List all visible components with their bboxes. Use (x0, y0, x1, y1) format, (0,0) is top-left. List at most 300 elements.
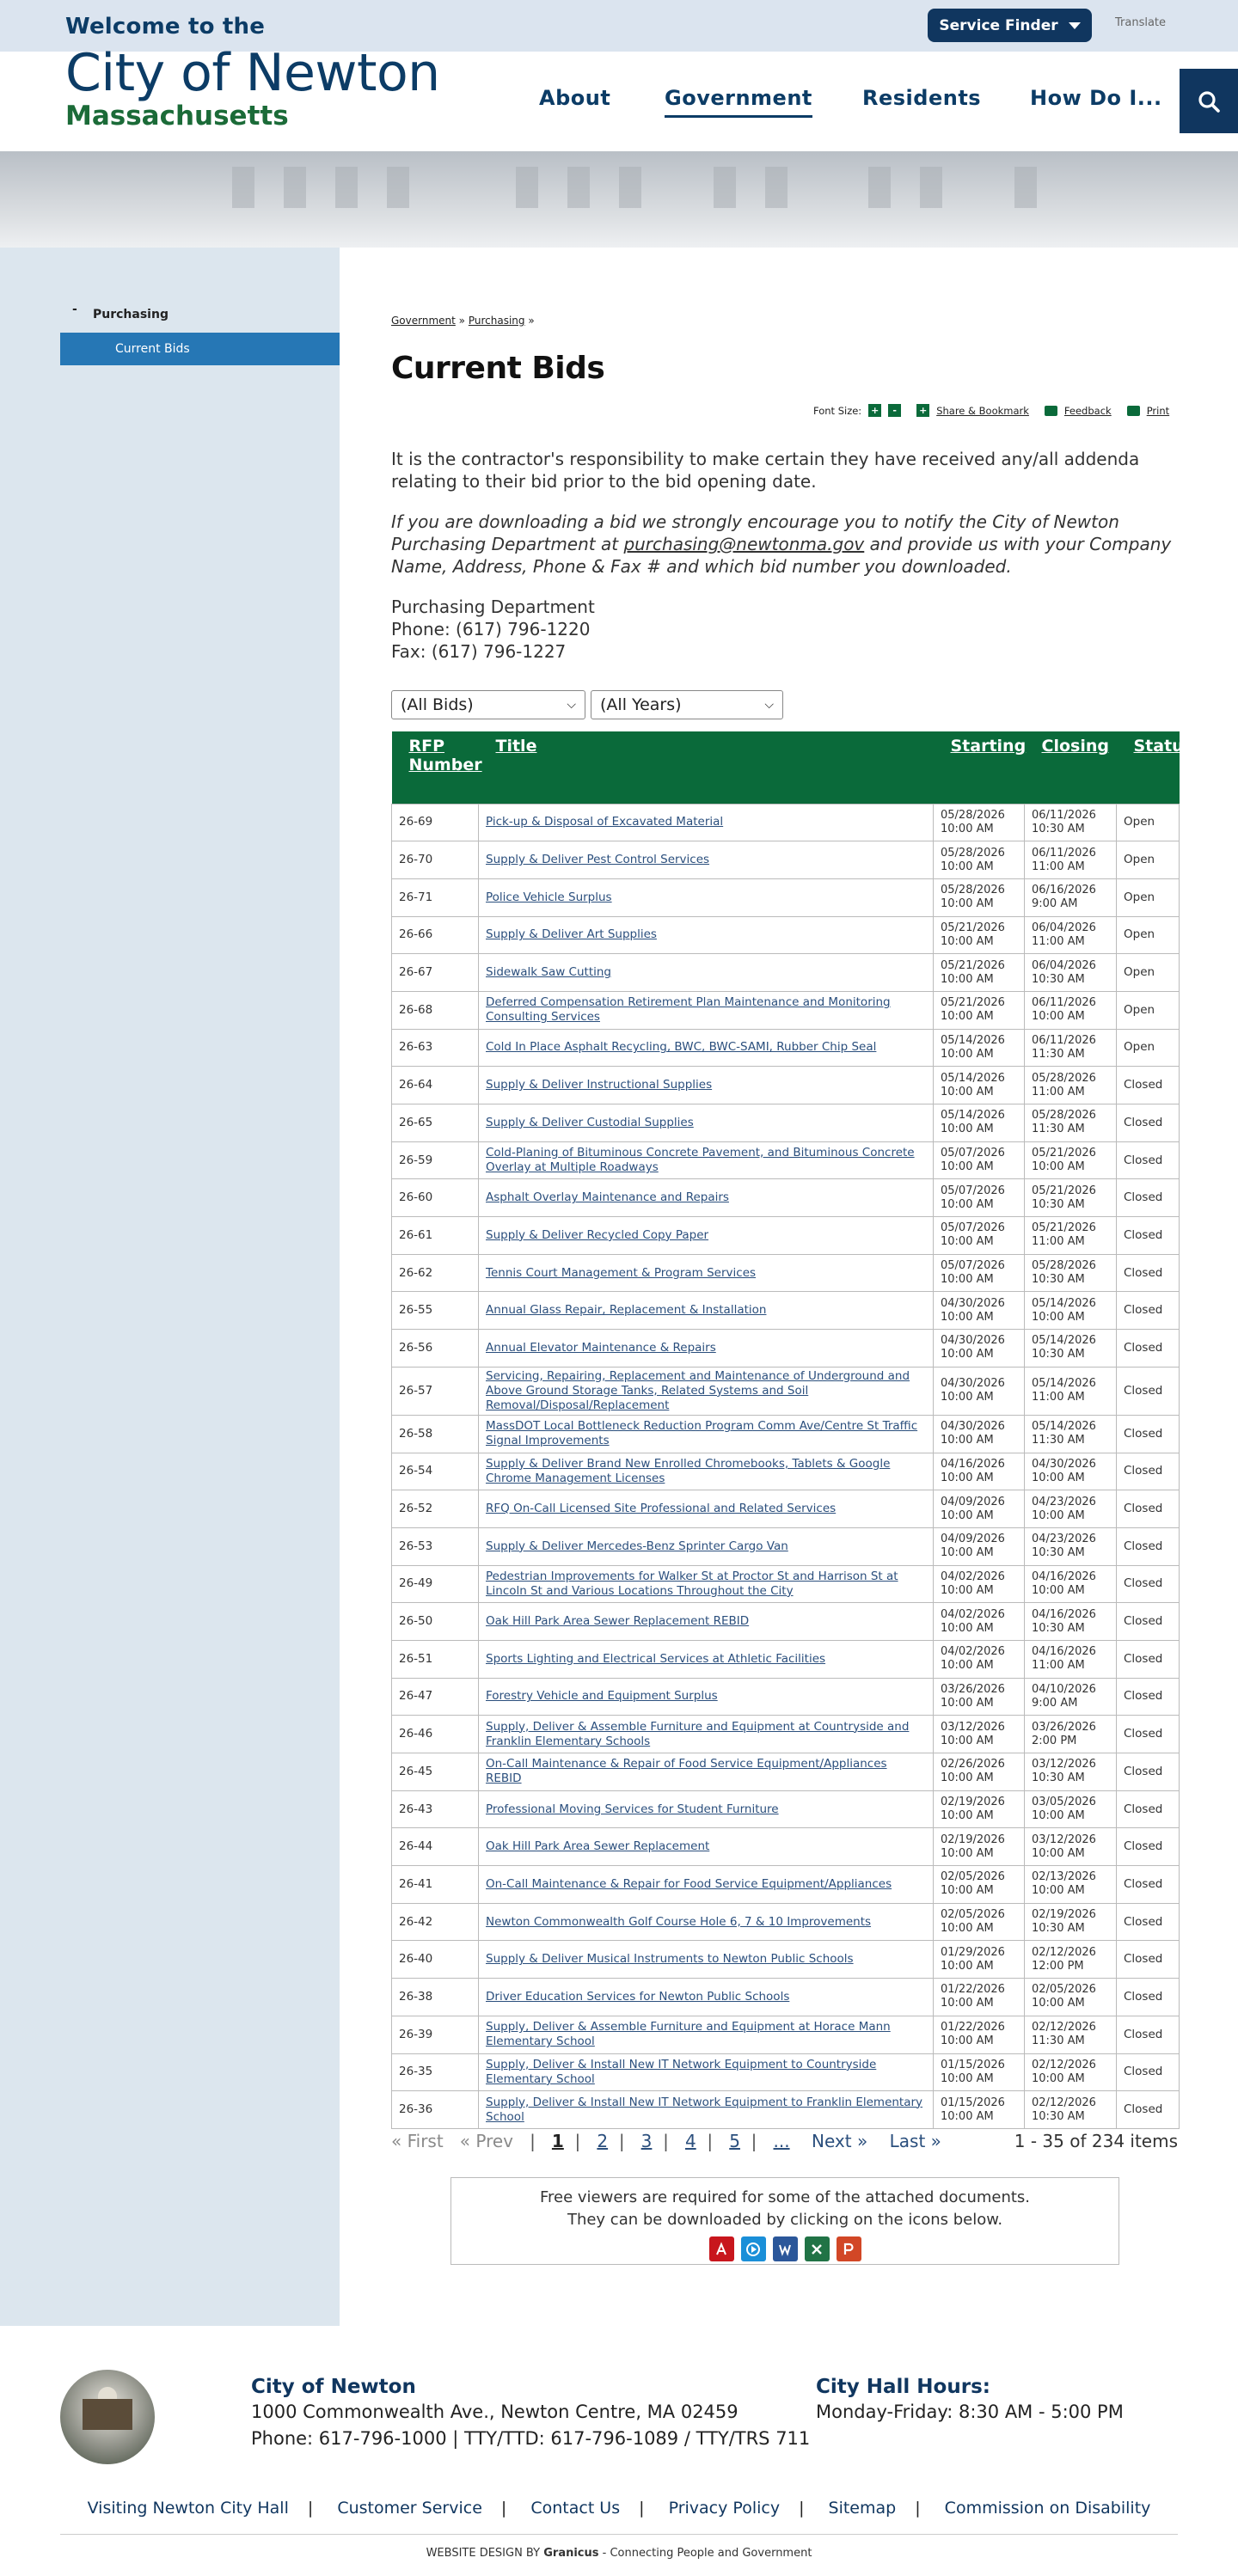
bid-title-cell (479, 1527, 934, 1565)
col-header-closing[interactable]: Closing (1025, 731, 1117, 804)
bid-title-cell (479, 1903, 934, 1941)
bid-title-cell (479, 1640, 934, 1678)
rfp-number: 26-38 (392, 1979, 479, 2016)
nav-government[interactable]: Government (665, 86, 812, 118)
status-badge: Open (1117, 878, 1180, 916)
table-row (392, 1179, 1180, 1217)
start-date: 04/09/2026 10:00 AM (934, 1527, 1025, 1565)
close-date: 05/21/2026 10:00 AM (1025, 1141, 1117, 1179)
bid-title-cell (479, 1753, 934, 1791)
status-badge: Closed (1117, 1141, 1180, 1179)
close-date: 06/04/2026 10:30 AM (1025, 954, 1117, 992)
bid-title-link[interactable]: Cold In Place Asphalt Recycling, BWC, BWC-SAMI, Rubber Chip Seal (486, 1040, 877, 1055)
bid-title-link[interactable]: Pick-up & Disposal of Excavated Material (486, 815, 724, 829)
close-date: 05/28/2026 11:00 AM (1025, 1067, 1117, 1104)
start-date: 05/28/2026 10:00 AM (934, 804, 1025, 841)
pager-item-count: 1 - 35 of 234 items (1014, 2131, 1178, 2151)
bid-title-link[interactable]: Police Vehicle Surplus (486, 890, 612, 904)
start-date: 04/30/2026 10:00 AM (934, 1292, 1025, 1330)
bid-title-link[interactable]: Supply, Deliver & Install New IT Network Equipment to Franklin Elementary School (486, 2095, 923, 2124)
close-date: 05/14/2026 11:00 AM (1025, 1367, 1117, 1415)
table-row (392, 1753, 1180, 1791)
bid-title-link[interactable]: Supply & Deliver Instructional Supplies (486, 1078, 713, 1092)
rfp-number: 26-47 (392, 1678, 479, 1716)
bid-title-link[interactable]: Supply & Deliver Brand New Enrolled Chromebooks, Tablets & Google Chrome Management Licenses (486, 1456, 891, 1485)
page-title: Current Bids (391, 351, 605, 386)
bid-category-select[interactable]: (All Bids) ⌵ (391, 690, 585, 719)
sidebar-item-purchasing[interactable]: Purchasing (93, 308, 169, 321)
font-decrease-button[interactable]: - (888, 404, 901, 417)
footer-hours: Monday-Friday: 8:30 AM - 5:00 PM (816, 2402, 1124, 2422)
bid-title-link[interactable]: Professional Moving Services for Student Furniture (486, 1802, 779, 1816)
bid-title-link[interactable]: Sports Lighting and Electrical Services at Athletic Facilities (486, 1651, 826, 1666)
start-date: 04/30/2026 10:00 AM (934, 1367, 1025, 1415)
table-row (392, 878, 1180, 916)
rfp-number: 26-44 (392, 1828, 479, 1866)
footer-link-privacy[interactable]: Privacy Policy (668, 2499, 781, 2518)
status-badge: Closed (1117, 2016, 1180, 2053)
table-row (392, 1640, 1180, 1678)
bid-filters (391, 690, 783, 719)
rfp-number: 26-55 (392, 1292, 479, 1330)
start-date: 04/09/2026 10:00 AM (934, 1490, 1025, 1528)
chevron-down-icon: ⌵ (567, 698, 576, 712)
start-date: 05/07/2026 10:00 AM (934, 1141, 1025, 1179)
pager-prev: « Prev (459, 2131, 513, 2151)
bid-title-cell (479, 1866, 934, 1904)
start-date: 01/29/2026 10:00 AM (934, 1941, 1025, 1979)
bid-title-cell (479, 991, 934, 1029)
breadcrumb-purchasing[interactable]: Purchasing (468, 315, 525, 327)
bid-title-cell (479, 1330, 934, 1368)
status-badge: Closed (1117, 1941, 1180, 1979)
start-date: 05/14/2026 10:00 AM (934, 1029, 1025, 1067)
pager-page-2[interactable]: 2 (597, 2131, 609, 2151)
status-badge: Closed (1117, 1828, 1180, 1866)
status-badge: Open (1117, 916, 1180, 954)
bid-title-link[interactable]: MassDOT Local Bottleneck Reduction Program Comm Ave/Centre St Traffic Signal Improvements (486, 1419, 918, 1448)
bid-title-cell (479, 1179, 934, 1217)
bid-title-link[interactable]: Supply, Deliver & Install New IT Network Equipment to Countryside Elementary School (486, 2057, 877, 2086)
rfp-number: 26-62 (392, 1254, 479, 1292)
status-badge: Closed (1117, 1415, 1180, 1453)
bid-title-cell (479, 2053, 934, 2091)
bid-title-cell (479, 1490, 934, 1528)
feedback-icon (1045, 406, 1057, 416)
excel-icon[interactable] (805, 2236, 830, 2261)
bid-title-cell (479, 1254, 934, 1292)
close-date: 02/05/2026 10:00 AM (1025, 1979, 1117, 2016)
status-badge: Closed (1117, 1678, 1180, 1716)
city-logo-title[interactable]: City of Newton (65, 43, 440, 103)
rfp-number: 26-65 (392, 1104, 479, 1142)
collapse-marker[interactable]: - (72, 303, 77, 316)
bid-title-cell (479, 1067, 934, 1104)
bid-title-link[interactable]: Oak Hill Park Area Sewer Replacement (486, 1839, 710, 1854)
col-header-rfp[interactable]: RFP Number (392, 731, 479, 804)
bid-title-cell (479, 1141, 934, 1179)
start-date: 05/21/2026 10:00 AM (934, 916, 1025, 954)
close-date: 02/12/2026 10:00 AM (1025, 2053, 1117, 2091)
close-date: 02/19/2026 10:30 AM (1025, 1903, 1117, 1941)
bid-title-link[interactable]: Oak Hill Park Area Sewer Replacement REBID (486, 1614, 750, 1629)
rfp-number: 26-69 (392, 804, 479, 841)
bid-title-cell (479, 1217, 934, 1255)
rfp-number: 26-50 (392, 1603, 479, 1641)
table-row (392, 1828, 1180, 1866)
col-header-status[interactable]: Status (1117, 731, 1180, 804)
bid-title-link[interactable]: Servicing, Repairing, Replacement and Maintenance of Underground and Above Ground Storage Tanks, Related Systems and Soil Removal/Disposal/Replacement (486, 1368, 910, 1412)
bid-title-link[interactable]: Supply & Deliver Musical Instruments to Newton Public Schools (486, 1952, 854, 1967)
sidebar-item-label: Current Bids (115, 342, 190, 356)
bid-title-link[interactable]: Supply & Deliver Custodial Supplies (486, 1115, 694, 1129)
bid-title-link[interactable]: Forestry Vehicle and Equipment Surplus (486, 1689, 718, 1704)
rfp-number: 26-67 (392, 954, 479, 992)
footer-phone: Phone: 617-796-1000 | TTY/TTD: 617-796-1089 / TTY/TRS 711 (251, 2428, 811, 2449)
bid-title-link[interactable]: Pedestrian Improvements for Walker St at Proctor St and Harrison St at Lincoln St and Various Locations Throughout the City (486, 1569, 898, 1598)
status-badge: Closed (1117, 1790, 1180, 1828)
start-date: 05/28/2026 10:00 AM (934, 841, 1025, 879)
close-date: 06/11/2026 11:30 AM (1025, 1029, 1117, 1067)
rfp-number: 26-59 (392, 1141, 479, 1179)
bid-title-link[interactable]: On-Call Maintenance & Repair of Food Service Equipment/Appliances REBID (486, 1757, 887, 1786)
close-date: 05/28/2026 11:30 AM (1025, 1104, 1117, 1142)
dept-name: Purchasing Department (391, 597, 595, 617)
status-badge: Closed (1117, 1179, 1180, 1217)
rfp-number: 26-51 (392, 1640, 479, 1678)
bid-title-link[interactable]: Annual Glass Repair, Replacement & Installation (486, 1303, 767, 1318)
bid-title-cell (479, 1453, 934, 1490)
addenda-notice: It is the contractor's responsibility to make certain they have received any/all addenda relating to their bid prior to the bid opening date. (391, 449, 1140, 492)
table-row (392, 1678, 1180, 1716)
table-row (392, 1603, 1180, 1641)
footer-address: 1000 Commonwealth Ave., Newton Centre, MA 02459 (251, 2402, 739, 2422)
rfp-number: 26-63 (392, 1029, 479, 1067)
start-date: 02/19/2026 10:00 AM (934, 1790, 1025, 1828)
rfp-number: 26-43 (392, 1790, 479, 1828)
bid-title-cell (479, 1104, 934, 1142)
rfp-number: 26-39 (392, 2016, 479, 2053)
close-date: 04/23/2026 10:30 AM (1025, 1527, 1117, 1565)
bid-title-cell (479, 878, 934, 916)
start-date: 04/02/2026 10:00 AM (934, 1603, 1025, 1641)
footer-hours-title: City Hall Hours: (816, 2376, 990, 2398)
pager-page-3[interactable]: 3 (640, 2131, 653, 2151)
footer-link-sitemap[interactable]: Sitemap (828, 2499, 897, 2518)
status-badge: Closed (1117, 1453, 1180, 1490)
print-link[interactable]: Print (1146, 404, 1170, 417)
pagination: « First « Prev | 1 | 2 | 3 | 4 | 5 | ... Next » Last » 1 - 35 of 234 items (391, 2131, 1178, 2151)
table-row (392, 1790, 1180, 1828)
status-badge: Closed (1117, 1640, 1180, 1678)
start-date: 02/26/2026 10:00 AM (934, 1753, 1025, 1791)
service-finder-label: Service Finder (939, 16, 1058, 34)
pager-next[interactable]: Next » (812, 2131, 868, 2151)
rfp-number: 26-35 (392, 2053, 479, 2091)
bid-title-link[interactable]: On-Call Maintenance & Repair for Food Service Equipment/Appliances (486, 1876, 892, 1891)
footer-links: Visiting Newton City Hall | Customer Service | Contact Us | Privacy Policy | Sitemap | Commission on Disability (87, 2499, 1151, 2518)
start-date: 01/15/2026 10:00 AM (934, 2053, 1025, 2091)
status-badge: Closed (1117, 2091, 1180, 2129)
bid-title-link[interactable]: Driver Education Services for Newton Public Schools (486, 1989, 790, 2004)
bid-year-select[interactable]: (All Years) ⌵ (591, 690, 783, 719)
powerpoint-icon[interactable] (837, 2236, 861, 2261)
viewers-line-2: They can be downloaded by clicking on the icons below. (567, 2211, 1003, 2229)
bid-title-cell (479, 1790, 934, 1828)
close-date: 02/13/2026 10:00 AM (1025, 1866, 1117, 1904)
close-date: 06/11/2026 10:30 AM (1025, 804, 1117, 841)
bid-title-cell (479, 1292, 934, 1330)
close-date: 03/26/2026 2:00 PM (1025, 1716, 1117, 1753)
status-badge: Closed (1117, 1104, 1180, 1142)
bid-title-link[interactable]: RFQ On-Call Licensed Site Professional and Related Services (486, 1502, 837, 1516)
table-row (392, 804, 1180, 841)
close-date: 05/21/2026 10:30 AM (1025, 1179, 1117, 1217)
bid-title-cell (479, 1828, 934, 1866)
close-date: 05/14/2026 11:30 AM (1025, 1415, 1117, 1453)
table-row (392, 1527, 1180, 1565)
font-increase-button[interactable]: + (868, 404, 881, 417)
table-row (392, 1104, 1180, 1142)
table-row (392, 1716, 1180, 1753)
close-date: 04/16/2026 10:00 AM (1025, 1565, 1117, 1603)
col-header-starting[interactable]: Starting (934, 731, 1025, 804)
bid-title-cell (479, 1565, 934, 1603)
status-badge: Open (1117, 991, 1180, 1029)
table-row (392, 1029, 1180, 1067)
start-date: 05/14/2026 10:00 AM (934, 1067, 1025, 1104)
close-date: 04/23/2026 10:00 AM (1025, 1490, 1117, 1528)
rfp-number: 26-53 (392, 1527, 479, 1565)
close-date: 06/11/2026 11:00 AM (1025, 841, 1117, 879)
close-date: 04/16/2026 10:30 AM (1025, 1603, 1117, 1641)
share-plus-icon[interactable]: + (916, 404, 929, 417)
rfp-number: 26-42 (392, 1903, 479, 1941)
rfp-number: 26-45 (392, 1753, 479, 1791)
bid-title-link[interactable]: Sidewalk Saw Cutting (486, 965, 611, 980)
status-badge: Closed (1117, 1490, 1180, 1528)
table-row (392, 916, 1180, 954)
close-date: 05/14/2026 10:30 AM (1025, 1330, 1117, 1368)
pager-page-4[interactable]: 4 (684, 2131, 696, 2151)
close-date: 05/14/2026 10:00 AM (1025, 1292, 1117, 1330)
nav-how-do-i[interactable]: How Do I... (1030, 86, 1162, 110)
media-icon[interactable] (741, 2236, 766, 2261)
service-finder-button[interactable] (928, 9, 1092, 42)
table-row (392, 1141, 1180, 1179)
bid-title-cell (479, 1367, 934, 1415)
status-badge: Closed (1117, 1716, 1180, 1753)
site-footer (0, 2326, 1238, 2576)
footer-divider (60, 2534, 1178, 2535)
rfp-number: 26-57 (392, 1367, 479, 1415)
dept-phone: Phone: (617) 796-1220 (391, 619, 591, 639)
table-row (392, 1367, 1180, 1415)
start-date: 03/12/2026 10:00 AM (934, 1716, 1025, 1753)
sidebar-item-current-bids[interactable] (60, 333, 340, 365)
start-date: 04/02/2026 10:00 AM (934, 1565, 1025, 1603)
bid-title-cell (479, 2016, 934, 2053)
start-date: 04/02/2026 10:00 AM (934, 1640, 1025, 1678)
table-row (392, 954, 1180, 992)
close-date: 05/28/2026 10:30 AM (1025, 1254, 1117, 1292)
city-hall-seal-image (60, 2370, 155, 2464)
table-row (392, 1453, 1180, 1490)
feedback-link[interactable]: Feedback (1063, 404, 1112, 417)
nav-about[interactable]: About (539, 86, 611, 110)
footer-link-contact[interactable]: Contact Us (530, 2499, 621, 2518)
start-date: 04/16/2026 10:00 AM (934, 1453, 1025, 1490)
viewers-line-1: Free viewers are required for some of the attached documents. (539, 2188, 1031, 2206)
close-date: 06/16/2026 9:00 AM (1025, 878, 1117, 916)
bid-title-link[interactable]: Supply, Deliver & Assemble Furniture and Equipment at Countryside and Franklin Elementary Schools (486, 1719, 910, 1748)
footer-link-customer-service[interactable]: Customer Service (337, 2499, 482, 2518)
status-badge: Closed (1117, 1292, 1180, 1330)
status-badge: Open (1117, 954, 1180, 992)
footer-city-name: City of Newton (251, 2376, 416, 2398)
status-badge: Closed (1117, 1527, 1180, 1565)
granicus-link[interactable]: Granicus (543, 2547, 599, 2560)
bid-title-link[interactable]: Asphalt Overlay Maintenance and Repairs (486, 1190, 729, 1205)
col-header-title[interactable]: Title (479, 731, 934, 804)
close-date: 05/21/2026 11:00 AM (1025, 1217, 1117, 1255)
rfp-number: 26-46 (392, 1716, 479, 1753)
bid-title-link[interactable]: Cold-Planing of Bituminous Concrete Pavement, and Bituminous Concrete Overlay at Multiple Roadways (486, 1146, 915, 1175)
bid-title-link[interactable]: Newton Commonwealth Golf Course Hole 6, 7 & 10 Improvements (486, 1914, 872, 1929)
pager-page-5[interactable]: 5 (729, 2131, 740, 2151)
close-date: 02/12/2026 10:30 AM (1025, 2091, 1117, 2129)
font-size-label: Font Size: (813, 404, 862, 417)
close-date: 06/11/2026 10:00 AM (1025, 991, 1117, 1029)
bid-title-link[interactable]: Tennis Court Management & Program Services (486, 1265, 757, 1280)
status-badge: Closed (1117, 1330, 1180, 1368)
table-row (392, 1941, 1180, 1979)
status-badge: Closed (1117, 1979, 1180, 2016)
table-row (392, 1067, 1180, 1104)
start-date: 02/19/2026 10:00 AM (934, 1828, 1025, 1866)
pager-last[interactable]: Last » (889, 2131, 941, 2151)
status-badge: Open (1117, 804, 1180, 841)
bid-title-cell (479, 2091, 934, 2129)
bid-title-link[interactable]: Deferred Compensation Retirement Plan Maintenance and Monitoring Consulting Services (486, 995, 891, 1025)
breadcrumb-government[interactable]: Government (391, 315, 456, 327)
search-button[interactable] (1180, 69, 1238, 133)
start-date: 02/05/2026 10:00 AM (934, 1903, 1025, 1941)
close-date: 04/30/2026 10:00 AM (1025, 1453, 1117, 1490)
status-badge: Closed (1117, 1903, 1180, 1941)
table-row (392, 1292, 1180, 1330)
table-row (392, 1217, 1180, 1255)
start-date: 04/30/2026 10:00 AM (934, 1330, 1025, 1368)
download-notice: If you are downloading a bid we strongly encourage you to notify the City of Newton Purchasing Department at purchasing@newtonma.gov and provide us with your Company Name, Address, Phone & Fax # and which bid number you downloaded. (391, 511, 1172, 577)
table-row (392, 991, 1180, 1029)
pager-first: « First (391, 2131, 444, 2151)
start-date: 02/05/2026 10:00 AM (934, 1866, 1025, 1904)
caret-down-icon (1069, 22, 1081, 29)
bid-title-link[interactable]: Supply & Deliver Mercedes-Benz Sprinter Cargo Van (486, 1539, 788, 1553)
status-badge: Closed (1117, 1367, 1180, 1415)
start-date: 05/21/2026 10:00 AM (934, 954, 1025, 992)
start-date: 01/15/2026 10:00 AM (934, 2091, 1025, 2129)
rfp-number: 26-71 (392, 878, 479, 916)
rfp-number: 26-54 (392, 1453, 479, 1490)
rfp-number: 26-68 (392, 991, 479, 1029)
bid-title-cell (479, 1415, 934, 1453)
table-row (392, 841, 1180, 879)
status-badge: Open (1117, 1029, 1180, 1067)
pager-page-1[interactable]: 1 (551, 2131, 564, 2151)
table-row (392, 1330, 1180, 1368)
bid-title-cell (479, 1603, 934, 1641)
nav-residents[interactable]: Residents (862, 86, 982, 110)
bid-title-cell (479, 1678, 934, 1716)
rfp-number: 26-36 (392, 2091, 479, 2129)
rfp-number: 26-41 (392, 1866, 479, 1904)
rfp-number: 26-70 (392, 841, 479, 879)
purchasing-email-link[interactable]: purchasing@newtonma.gov (623, 534, 865, 554)
bid-title-link[interactable]: Supply & Deliver Art Supplies (486, 927, 657, 942)
table-row (392, 1415, 1180, 1453)
start-date: 04/30/2026 10:00 AM (934, 1415, 1025, 1453)
table-header-row (392, 731, 1180, 804)
page-tools (813, 404, 1169, 417)
header-banner-image (0, 151, 1238, 248)
close-date: 04/10/2026 9:00 AM (1025, 1678, 1117, 1716)
state-subtitle: Massachusetts (65, 101, 289, 132)
sidebar (0, 248, 340, 2326)
footer-link-visiting[interactable]: Visiting Newton City Hall (87, 2499, 289, 2518)
rfp-number: 26-52 (392, 1490, 479, 1528)
free-viewers-box (450, 2177, 1119, 2265)
bid-title-link[interactable]: Supply, Deliver & Assemble Furniture and Equipment at Horace Mann Elementary School (486, 2020, 891, 2049)
pdf-icon[interactable] (709, 2236, 734, 2261)
bid-title-cell (479, 1979, 934, 2016)
rfp-number: 26-49 (392, 1565, 479, 1603)
start-date: 05/07/2026 10:00 AM (934, 1254, 1025, 1292)
status-badge: Closed (1117, 1217, 1180, 1255)
bid-title-cell (479, 954, 934, 992)
bid-title-cell (479, 1029, 934, 1067)
rfp-number: 26-66 (392, 916, 479, 954)
close-date: 02/12/2026 12:00 PM (1025, 1941, 1117, 1979)
table-row (392, 1979, 1180, 2016)
share-bookmark-link[interactable]: Share & Bookmark (936, 404, 1029, 417)
close-date: 04/16/2026 11:00 AM (1025, 1640, 1117, 1678)
status-badge: Closed (1117, 2053, 1180, 2091)
close-date: 03/05/2026 10:00 AM (1025, 1790, 1117, 1828)
status-badge: Closed (1117, 1753, 1180, 1791)
translate-link[interactable]: Translate (1115, 16, 1167, 29)
status-badge: Closed (1117, 1603, 1180, 1641)
bid-title-link[interactable]: Annual Elevator Maintenance & Repairs (486, 1340, 716, 1355)
table-row (392, 2091, 1180, 2129)
bid-title-link[interactable]: Supply & Deliver Recycled Copy Paper (486, 1227, 709, 1242)
rfp-number: 26-61 (392, 1217, 479, 1255)
status-badge: Closed (1117, 1866, 1180, 1904)
bid-title-cell (479, 916, 934, 954)
start-date: 05/28/2026 10:00 AM (934, 878, 1025, 916)
footer-link-disability[interactable]: Commission on Disability (944, 2499, 1151, 2518)
close-date: 03/12/2026 10:00 AM (1025, 1828, 1117, 1866)
bid-title-link[interactable]: Supply & Deliver Pest Control Services (486, 853, 710, 867)
start-date: 01/22/2026 10:00 AM (934, 1979, 1025, 2016)
bid-title-cell (479, 1941, 934, 1979)
table-row (392, 1866, 1180, 1904)
pager-more[interactable]: ... (773, 2131, 790, 2151)
table-row (392, 1565, 1180, 1603)
word-icon[interactable] (773, 2236, 798, 2261)
status-badge: Open (1117, 841, 1180, 879)
